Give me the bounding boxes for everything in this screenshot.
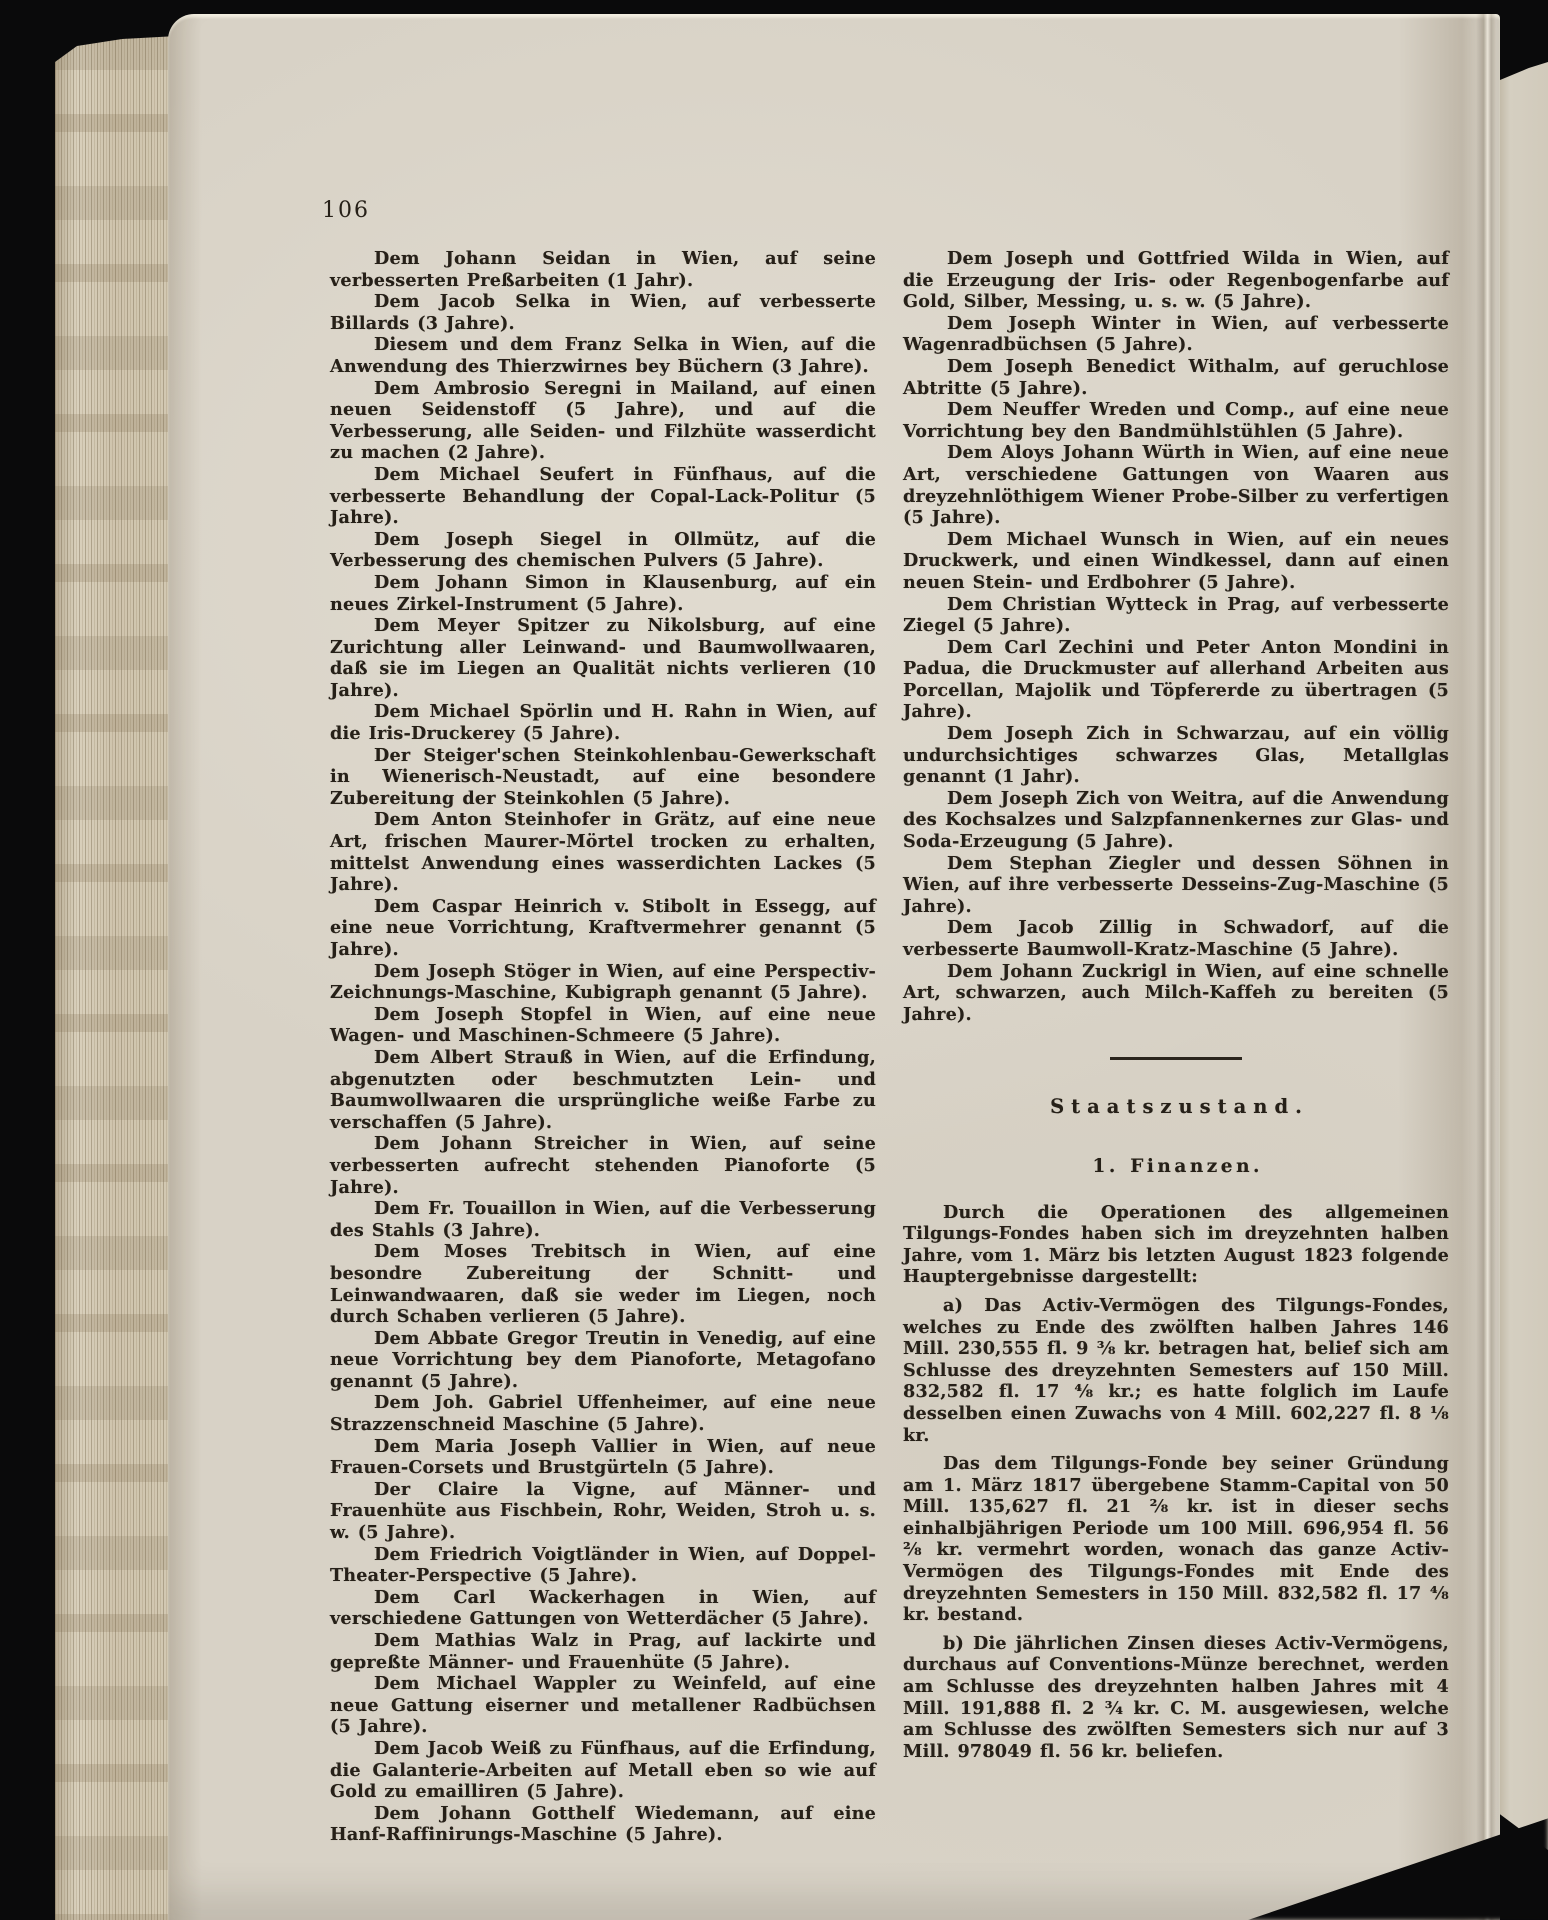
left-text-column bbox=[330, 248, 876, 1846]
patent-entry: Dem Joseph Zich von Weitra, auf die Anwendung des Kochsalzes und Salzpfannenkernes zur Glas- und Soda-Erzeugung (5 Jahre). bbox=[903, 787, 1449, 853]
patent-entry: Dem Joseph und Gottfried Wilda in Wien, auf die Erzeugung der Iris- oder Regenbogenfarbe auf Gold, Silber, Messing, u. s. w. (5 Jahre). bbox=[903, 248, 1449, 313]
patent-entry: Dem Michael Spörlin und H. Rahn in Wien, auf die Iris-Druckerey (5 Jahre). bbox=[330, 701, 876, 745]
finance-paragraph: Das dem Tilgungs-Fonde bey seiner Gründung am 1. März 1817 übergebene Stamm-Capital von 50 Mill. 135,627 fl. 21 ²⁄₈ kr. ist in dieser sechs einhalbjährigen Periode um 100 Mill. 696,954 fl. 56 ²⁄₈ kr. vermehrt worden, wonach das ganze Activ-Vermögen des Tilgungs-Fondes mit Ende des dreyzehnten Semesters in 150 Mill. 832,582 fl. 17 ⁴⁄₈ kr. bestand. bbox=[903, 1453, 1449, 1626]
patent-entry: Dem Jacob Weiß zu Fünfhaus, auf die Erfindung, die Galanterie-Arbeiten auf Metall eben so wie auf Gold zu emailliren (5 Jahre). bbox=[330, 1737, 876, 1803]
patent-entry: Dem Johann Zuckrigl in Wien, auf eine schnelle Art, schwarzen, auch Milch-Kaffeh zu bereiten (5 Jahre). bbox=[903, 960, 1449, 1025]
right-text-column bbox=[903, 248, 1449, 1762]
patent-entry: Dem Joh. Gabriel Uffenheimer, auf eine neue Strazzenschneid Maschine (5 Jahre). bbox=[330, 1392, 876, 1436]
finance-section bbox=[903, 1202, 1449, 1763]
patent-entry: Dem Anton Steinhofer in Grätz, auf eine neue Art, frischen Maurer-Mörtel trocken zu erhalten, mittelst Anwendung eines wasserdichten Lackes (5 Jahre). bbox=[330, 809, 876, 896]
patent-entry: Dem Johann Streicher in Wien, auf seine verbesserten aufrecht stehenden Pianoforte (5 Jahre). bbox=[330, 1133, 876, 1198]
book-page bbox=[168, 14, 1500, 1920]
patent-entry: Dem Mathias Walz in Prag, auf lackirte und gepreßte Männer- und Frauenhüte (5 Jahre). bbox=[330, 1630, 876, 1673]
adjacent-page-edge bbox=[1500, 62, 1548, 1850]
patent-entry: Diesem und dem Franz Selka in Wien, auf die Anwendung des Thierzwirnes bey Büchern (3 Jahre). bbox=[330, 334, 876, 377]
patent-entry: Dem Carl Zechini und Peter Anton Mondini in Padua, die Druckmuster auf allerhand Arbeiten aus Porcellan, Majolik und Töpfererde zu übertragen (5 Jahre). bbox=[903, 636, 1449, 723]
patent-entry: Dem Maria Joseph Vallier in Wien, auf neue Frauen-Corsets und Brustgürteln (5 Jahre). bbox=[330, 1435, 876, 1479]
patent-entry: Dem Aloys Johann Würth in Wien, auf eine neue Art, verschiedene Gattungen von Waaren aus dreyzehnlöthigem Wiener Probe-Silber zu verfertigen (5 Jahre). bbox=[903, 442, 1449, 529]
patent-entry: Dem Jacob Selka in Wien, auf verbesserte Billards (3 Jahre). bbox=[330, 291, 876, 334]
patent-entry: Dem Caspar Heinrich v. Stibolt in Essegg, auf eine neue Vorrichtung, Kraftvermehrer genannt (5 Jahre). bbox=[330, 895, 876, 960]
patent-entry: Dem Meyer Spitzer zu Nikolsburg, auf eine Zurichtung aller Leinwand- und Baumwollwaaren, daß sie im Liegen an Qualität nichts verlieren (10 Jahre). bbox=[330, 615, 876, 701]
patent-entry: Dem Joseph Winter in Wien, auf verbesserte Wagenradbüchsen (5 Jahre). bbox=[903, 312, 1449, 356]
patent-entry: Dem Abbate Gregor Treutin in Venedig, auf eine neue Vorrichtung bey dem Pianoforte, Metagofano genannt (5 Jahre). bbox=[330, 1327, 876, 1392]
subsection-heading: 1. Finanzen. bbox=[1092, 1155, 1263, 1177]
patent-entry: Dem Fr. Touaillon in Wien, auf die Verbesserung des Stahls (3 Jahre). bbox=[330, 1198, 876, 1241]
patent-entry: Dem Carl Wackerhagen in Wien, auf verschiedene Gattungen von Wetterdächer (5 Jahre). bbox=[330, 1586, 876, 1630]
patent-entry: Dem Christian Wytteck in Prag, auf verbesserte Ziegel (5 Jahre). bbox=[903, 593, 1449, 637]
book-fore-edge-stack bbox=[55, 36, 177, 1920]
patent-entry: Dem Michael Wappler zu Weinfeld, auf eine neue Gattung eiserner und metallener Radbüchsen (5 Jahre). bbox=[330, 1673, 876, 1738]
patent-entry: Dem Jacob Zillig in Schwadorf, auf die verbesserte Baumwoll-Kratz-Maschine (5 Jahre). bbox=[903, 917, 1449, 960]
patent-entry: Dem Neuffer Wreden und Comp., auf eine neue Vorrichtung bey den Bandmühlstühlen (5 Jahre). bbox=[903, 399, 1449, 442]
patent-entry: Dem Johann Seidan in Wien, auf seine verbesserten Preßarbeiten (1 Jahr). bbox=[330, 248, 876, 291]
patent-entry: Dem Joseph Benedict Withalm, auf geruchlose Abtritte (5 Jahre). bbox=[903, 355, 1449, 399]
patent-entry: Dem Joseph Siegel in Ollmütz, auf die Verbesserung des chemischen Pulvers (5 Jahre). bbox=[330, 528, 876, 572]
patent-entry: Der Steiger'schen Steinkohlenbau-Gewerkschaft in Wienerisch-Neustadt, auf eine besondere Zubereitung der Steinkohlen (5 Jahre). bbox=[330, 744, 876, 809]
patent-entry: Dem Joseph Zich in Schwarzau, auf ein völlig undurchsichtiges schwarzes Glas, Metallglas genannt (1 Jahr). bbox=[903, 723, 1449, 788]
finance-paragraph: a) Das Activ-Vermögen des Tilgungs-Fondes, welches zu Ende des zwölften halben Jahres 146 Mill. 230,555 fl. 9 ³⁄₈ kr. betragen hat, belief sich am Schlusse des dreyzehnten Semesters auf 150 Mill. 832,582 fl. 17 ⁴⁄₈ kr.; es hatte folglich im Laufe desselben einen Zuwachs von 4 Mill. 602,227 fl. 8 ¹⁄₈ kr. bbox=[903, 1294, 1449, 1446]
patent-entry: Der Claire la Vigne, auf Männer- und Frauenhüte aus Fischbein, Rohr, Weiden, Stroh u. s. w. (5 Jahre). bbox=[330, 1478, 876, 1544]
patent-entry: Dem Ambrosio Seregni in Mailand, auf einen neuen Seidenstoff (5 Jahre), und auf die Verbesserung, alle Seiden- und Filzhüte wasserdicht zu machen (2 Jahre). bbox=[330, 377, 876, 464]
patent-entry: Dem Johann Simon in Klausenburg, auf ein neues Zirkel-Instrument (5 Jahre). bbox=[330, 571, 876, 615]
page-fold-crease bbox=[1476, 14, 1496, 1920]
section-divider-rule bbox=[1110, 1057, 1242, 1060]
section-heading: Staatszustand. bbox=[1050, 1095, 1309, 1119]
patent-entry: Dem Moses Trebitsch in Wien, auf eine besondre Zubereitung der Schnitt- und Leinwandwaaren, daß sie weder im Liegen, noch durch Schaben verlieren (5 Jahre). bbox=[330, 1241, 876, 1328]
patent-entry: Dem Joseph Stöger in Wien, auf eine Perspectiv-Zeichnungs-Maschine, Kubigraph genannt (5 Jahre). bbox=[330, 960, 876, 1004]
patent-entry: Dem Johann Gotthelf Wiedemann, auf eine Hanf-Raffinirungs-Maschine (5 Jahre). bbox=[330, 1802, 876, 1846]
patent-entry: Dem Michael Wunsch in Wien, auf ein neues Druckwerk, und einen Windkessel, dann auf einen neuen Stein- und Erdbohrer (5 Jahre). bbox=[903, 528, 1449, 593]
patent-entry: Dem Michael Seufert in Fünfhaus, auf die verbesserte Behandlung der Copal-Lack-Politur (5 Jahre). bbox=[330, 463, 876, 529]
patent-entry: Dem Albert Strauß in Wien, auf die Erfindung, abgenutzten oder beschmutzten Lein- und Baumwollwaaren die ursprüngliche weiße Farbe zu verschaffen (5 Jahre). bbox=[330, 1046, 876, 1133]
page-number: 106 bbox=[322, 198, 370, 223]
finance-paragraph: Durch die Operationen des allgemeinen Tilgungs-Fondes haben sich im dreyzehnten halben Jahre, vom 1. März bis letzten August 1823 folgende Hauptergebnisse dargestellt: bbox=[903, 1201, 1449, 1288]
patent-entry: Dem Joseph Stopfel in Wien, auf eine neue Wagen- und Maschinen-Schmeere (5 Jahre). bbox=[330, 1003, 876, 1047]
finance-paragraph: b) Die jährlichen Zinsen dieses Activ-Vermögens, durchaus auf Conventions-Münze berechnet, werden am Schlusse des dreyzehnten halben Jahres mit 4 Mill. 191,888 fl. 2 ¾ kr. C. M. ausgewiesen, welche am Schlusse des zwölften Semesters sich nur auf 3 Mill. 978049 fl. 56 kr. beliefen. bbox=[903, 1632, 1449, 1762]
patent-entry: Dem Stephan Ziegler und dessen Söhnen in Wien, auf ihre verbesserte Desseins-Zug-Maschine (5 Jahre). bbox=[903, 852, 1449, 917]
patent-entries bbox=[903, 248, 1449, 1025]
patent-entry: Dem Friedrich Voigtländer in Wien, auf Doppel-Theater-Perspective (5 Jahre). bbox=[330, 1543, 876, 1587]
